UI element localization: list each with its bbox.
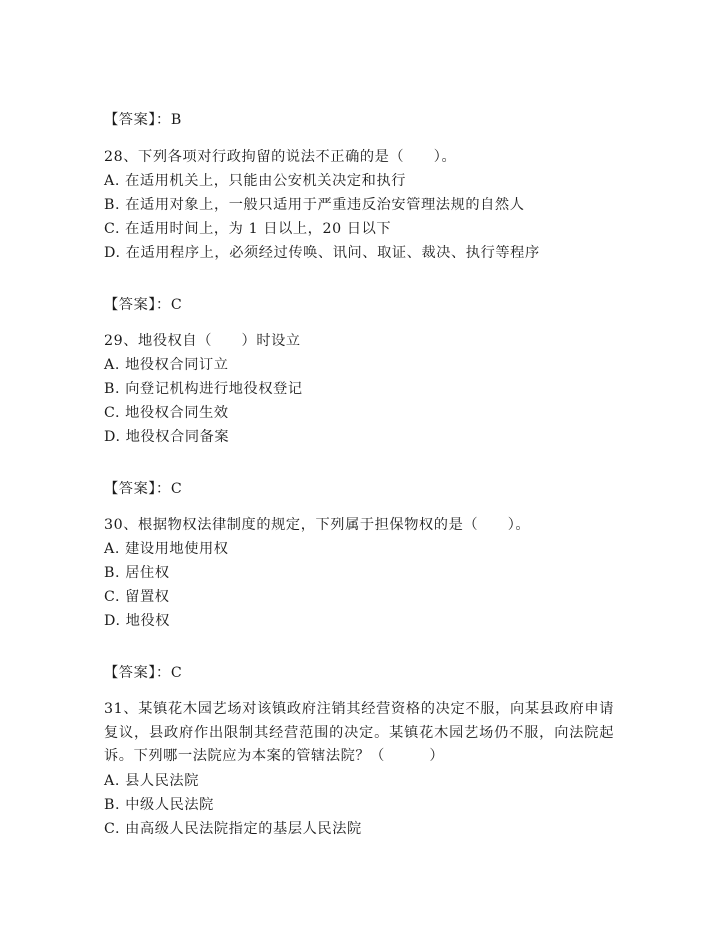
answer-28: 【答案】：C (104, 297, 183, 313)
option-31-b: B. 中级人民法院 (104, 797, 214, 813)
answer-27: 【答案】：B (104, 112, 182, 128)
option-28-b: B. 在适用对象上，一般只适用于严重违反治安管理法规的自然人 (104, 197, 525, 213)
question-30: 30、根据物权法律制度的规定，下列属于担保物权的是（ ）。 (104, 517, 531, 533)
question-29: 29、地役权自（ ）时设立 (104, 333, 301, 349)
option-29-a: A. 地役权合同订立 (104, 357, 229, 373)
option-29-b: B. 向登记机构进行地役权登记 (104, 381, 303, 397)
question-28: 28、下列各项对行政拘留的说法不正确的是（ ）。 (104, 149, 457, 165)
answer-29: 【答案】：C (104, 481, 183, 497)
option-30-c: C. 留置权 (104, 589, 170, 605)
option-31-c: C. 由高级人民法院指定的基层人民法院 (104, 821, 362, 837)
option-28-c: C. 在适用时间上，为 1 日以上，20 日以下 (104, 221, 392, 237)
option-28-d: D. 在适用程序上，必须经过传唤、讯问、取证、裁决、执行等程序 (104, 245, 540, 261)
option-30-d: D. 地役权 (104, 613, 171, 629)
option-31-a: A. 县人民法院 (104, 773, 200, 789)
answer-30: 【答案】：C (104, 665, 183, 681)
option-29-c: C. 地役权合同生效 (104, 405, 229, 421)
option-28-a: A. 在适用机关上，只能由公安机关决定和执行 (104, 173, 407, 189)
option-30-a: A. 建设用地使用权 (104, 541, 229, 557)
question-31: 31、某镇花木园艺场对该镇政府注销其经营资格的决定不服，向某县政府申请复议，县政府作出限制其经营范围的决定。某镇花木园艺场仍不服，向法院起诉。下列哪一法院应为本案的管辖法院？（ ） (104, 701, 614, 764)
option-29-d: D. 地役权合同备案 (104, 429, 230, 445)
option-30-b: B. 居住权 (104, 565, 170, 581)
